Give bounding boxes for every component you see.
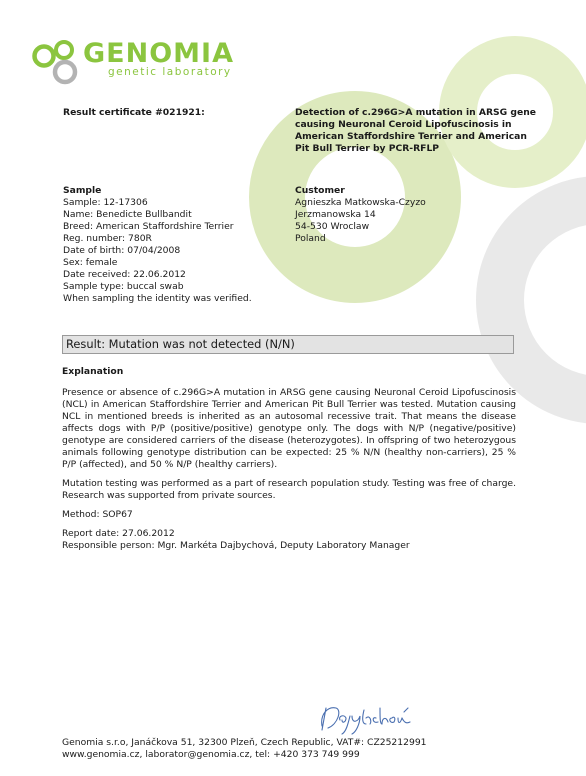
customer-line: Agnieszka Matkowska-Czyzo — [295, 197, 426, 208]
genomia-logo — [30, 34, 234, 90]
certificate-number: Result certificate #021921: — [63, 107, 205, 118]
sample-line: Sex: female — [63, 257, 118, 268]
customer-section — [295, 185, 525, 245]
test-title-line: Detection of c.296G>A mutation in ARSG gene — [295, 107, 536, 118]
footer — [62, 737, 427, 761]
result-box: Result: Mutation was not detected (N/N) — [62, 335, 514, 354]
test-title-line: Pit Bull Terrier by PCR-RFLP — [295, 143, 440, 154]
sample-line: Name: Benedicte Bullbandit — [63, 209, 192, 220]
sample-line: Breed: American Staffordshire Terrier — [63, 221, 234, 232]
sample-line: Reg. number: 780R — [63, 233, 152, 244]
handwritten-signature — [316, 700, 416, 736]
explanation-section — [62, 366, 516, 552]
sample-line: Date received: 22.06.2012 — [63, 269, 186, 280]
sample-line: Sample: 12-17306 — [63, 197, 148, 208]
customer-heading: Customer — [295, 185, 345, 196]
sample-heading: Sample — [63, 185, 102, 196]
sample-line: Sample type: buccal swab — [63, 281, 184, 292]
logo-rings-icon — [30, 34, 82, 86]
explanation-heading: Explanation — [62, 366, 124, 377]
sample-line: Date of birth: 07/04/2008 — [63, 245, 181, 256]
test-title — [295, 107, 536, 155]
logo-tagline: genetic laboratory — [108, 66, 232, 78]
sample-line: When sampling the identity was verified. — [63, 293, 252, 304]
customer-line: Jerzmanowska 14 — [295, 209, 376, 220]
test-title-line: American Staffordshire Terrier and American — [295, 131, 527, 142]
customer-line: Poland — [295, 233, 326, 244]
test-title-line: causing Neuronal Ceroid Lipofuscinosis in — [295, 119, 512, 130]
logo-wordmark: GENOMIA — [83, 38, 234, 69]
study-note-paragraph: Mutation testing was performed as a part of research population study. Testing was free of charge. Research was supported from private sources. — [62, 478, 516, 501]
customer-line: 54-530 Wroclaw — [295, 221, 370, 232]
footer-address: Genomia s.r.o, Janáčkova 51, 32300 Plzeň, Czech Republic, VAT#: CZ25212991 — [62, 737, 427, 748]
report-date-line: Report date: 27.06.2012 — [62, 528, 175, 539]
footer-contact: www.genomia.cz, laborator@genomia.cz, tel: +420 373 749 999 — [62, 749, 360, 760]
sample-section — [63, 185, 288, 305]
responsible-person-line: Responsible person: Mgr. Markéta Dajbychová, Deputy Laboratory Manager — [62, 540, 410, 551]
explanation-paragraph: Presence or absence of c.296G>A mutation in ARSG gene causing Neuronal Ceroid Lipofuscinosis (NCL) in American Staffordshire Terrier and American Pit Bull Terrier was tested. Mutation causing NCL in mentioned breeds is inherited as an autosomal recessive trait. That means the disease affects dogs with P/P (positive/positive) genotype only. The dogs with N/P (negative/positive) genotype are considered carriers of the disease (heterozygotes). In offspring of two heterozygous animals following genotype distribution can be expected: 25 % N/N (healthy non-carriers), 25 % P/P (affected), and 50 % N/P (healthy carriers). — [62, 387, 516, 470]
method-line: Method: SOP67 — [62, 509, 133, 520]
